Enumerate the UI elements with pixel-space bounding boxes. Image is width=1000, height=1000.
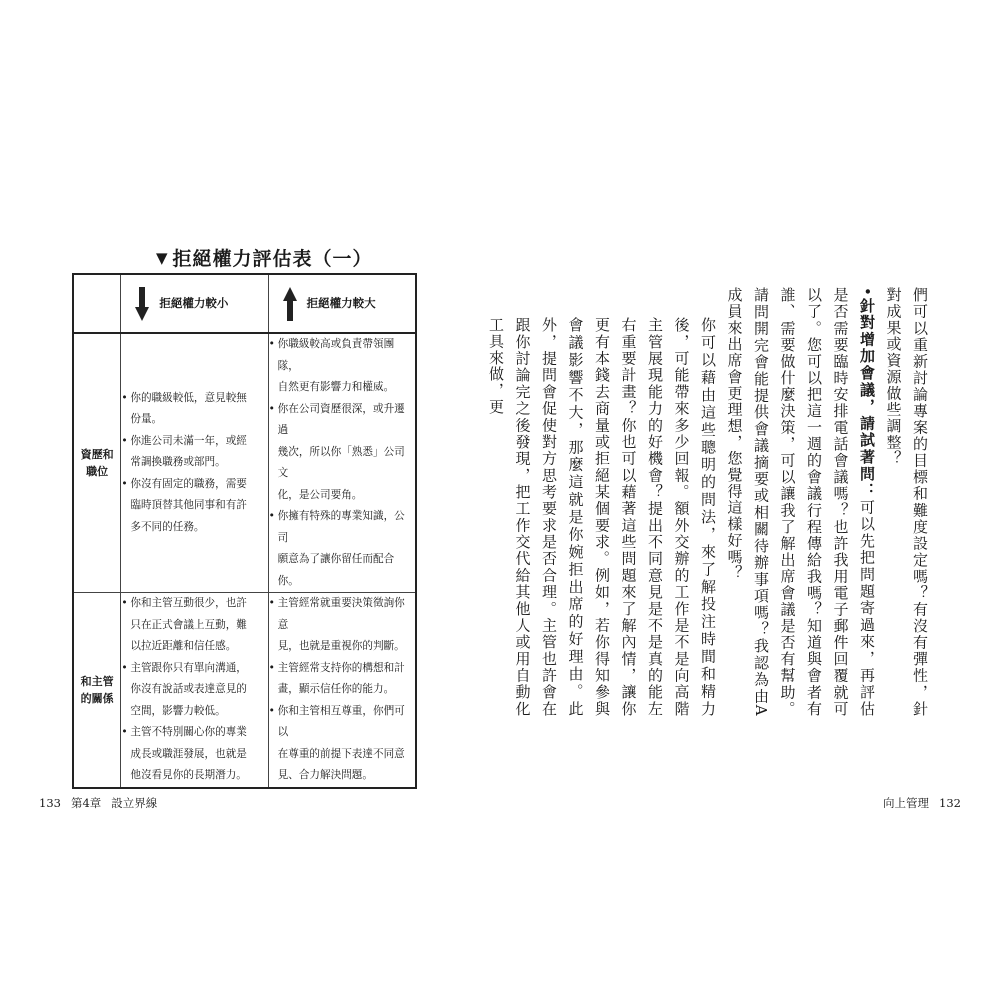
bullet-marker: • [858, 287, 876, 298]
list-item: • 你擁有特殊的專業知識，公司 願意為了讓你留任而配合你。 [269, 506, 415, 592]
table-header-row [73, 274, 416, 333]
page-number: 132 [939, 796, 961, 810]
cell-seniority-lower [121, 333, 268, 593]
list-item: • 你的職級較低，意見較無 份量。 [121, 388, 267, 431]
column-header-higher-power [268, 274, 416, 333]
bullet-paragraph [721, 287, 880, 717]
row-header-manager-relationship [73, 593, 121, 788]
rejection-power-table [72, 273, 417, 789]
paragraph: 你可以藉由這些聰明的問法，來了解投注時間和精力後，可能帶來多少回報。額外交辦的工作是不是向高階主管展現能力的好機會？提出不同意見是不是真的能左右重要計畫？你也可以藉著這些問題來了解內情，讓你更有本錢去商量或拒絕某個要求。例如，若你得知參與會議影響不大，那麼這就是你婉拒出席的好理由。此外，提問會促使對方思考要求是否合理。主管也許會在跟你討論完之後發現，把工作交代給其他人或用自動化工具來做，更 [487, 317, 717, 717]
list-item: • 主管經常就重要決策徵詢你意 見，也就是重視你的判斷。 [269, 593, 415, 658]
arrow-down-icon [135, 287, 149, 321]
cell-relationship-higher [268, 593, 416, 788]
cell-relationship-lower [121, 593, 268, 788]
list-item: • 主管跟你只有單向溝通， 你沒有說話或表達意見的 空間，影響力較低。 [121, 658, 267, 723]
left-page-footer [39, 795, 167, 811]
column-header-lower-power [121, 274, 268, 333]
vertical-body-text [487, 287, 933, 717]
table-row-seniority [73, 333, 416, 593]
page-number: 133 [39, 796, 61, 810]
list-item: • 主管不特別關心你的專業 成長或職涯發展，也就是 他沒看見你的長期潛力。 [121, 722, 267, 787]
column-header-label: 拒絕權力較大 [306, 295, 376, 310]
chapter-title: 設立界線 [111, 796, 158, 810]
chapter-number: 第4章 [70, 796, 102, 810]
list-item: • 你在公司資歷很深，或升遷過 幾次，所以你「熟悉」公司文 化，是公司要角。 [269, 399, 415, 507]
list-item: • 你進公司未滿一年，或經 常調換職務或部門。 [121, 431, 267, 474]
table-row-manager-relationship [73, 593, 416, 788]
arrow-up-icon [283, 287, 297, 321]
column-header-label: 拒絕權力較小 [159, 295, 229, 310]
table-title [156, 244, 416, 272]
triangle-down-icon: ▼ [156, 249, 169, 267]
list-item: • 主管經常支持你的構想和計 畫，顯示信任你的能力。 [269, 658, 415, 701]
cell-seniority-higher [268, 333, 416, 593]
row-header-seniority [73, 333, 121, 593]
list-item: • 你職級較高或負責帶領團隊， 自然更有影響力和權威。 [269, 334, 415, 399]
row-header-label: 和主管 的關係 [80, 674, 114, 705]
table-title-text: 拒絕權力評估表（一） [172, 248, 373, 270]
table-corner-cell [73, 274, 121, 333]
section-title: 向上管理 [883, 796, 930, 810]
bullet-lead: 針對增加會議，請試著問： [858, 297, 876, 500]
list-item: • 你沒有固定的職務，需要 臨時頂替其他同事和有許 多不同的任務。 [121, 474, 267, 539]
list-item: • 你和主管相互尊重，你們可以 在尊重的前提下表達不同意 見、合力解決問題。 [269, 701, 415, 787]
list-item: • 你和主管互動很少，也許 只在正式會議上互動，難 以拉近距離和信任感。 [121, 593, 267, 658]
row-header-label: 資歷和 職位 [80, 448, 114, 478]
right-page-footer [873, 795, 961, 811]
paragraph-continued: 們可以重新討論專案的目標和難度設定嗎？有沒有彈性，針對成果或資源做些調整？ [884, 287, 929, 717]
bullet-text: 可以先把問題寄過來，再評估是否需要臨時安排電話會議嗎？也許我用電子郵件回覆就可以了。您可以把這一週的會議行程傳給我嗎？知道與會者有誰、需要做什麼決策，可以讓我了解出席會議是否有幫助。請問開完會能提供會議摘要或相關待辦事項嗎？我認為由A成員來出席會更理想，您覺得這樣好嗎？ [725, 287, 876, 717]
